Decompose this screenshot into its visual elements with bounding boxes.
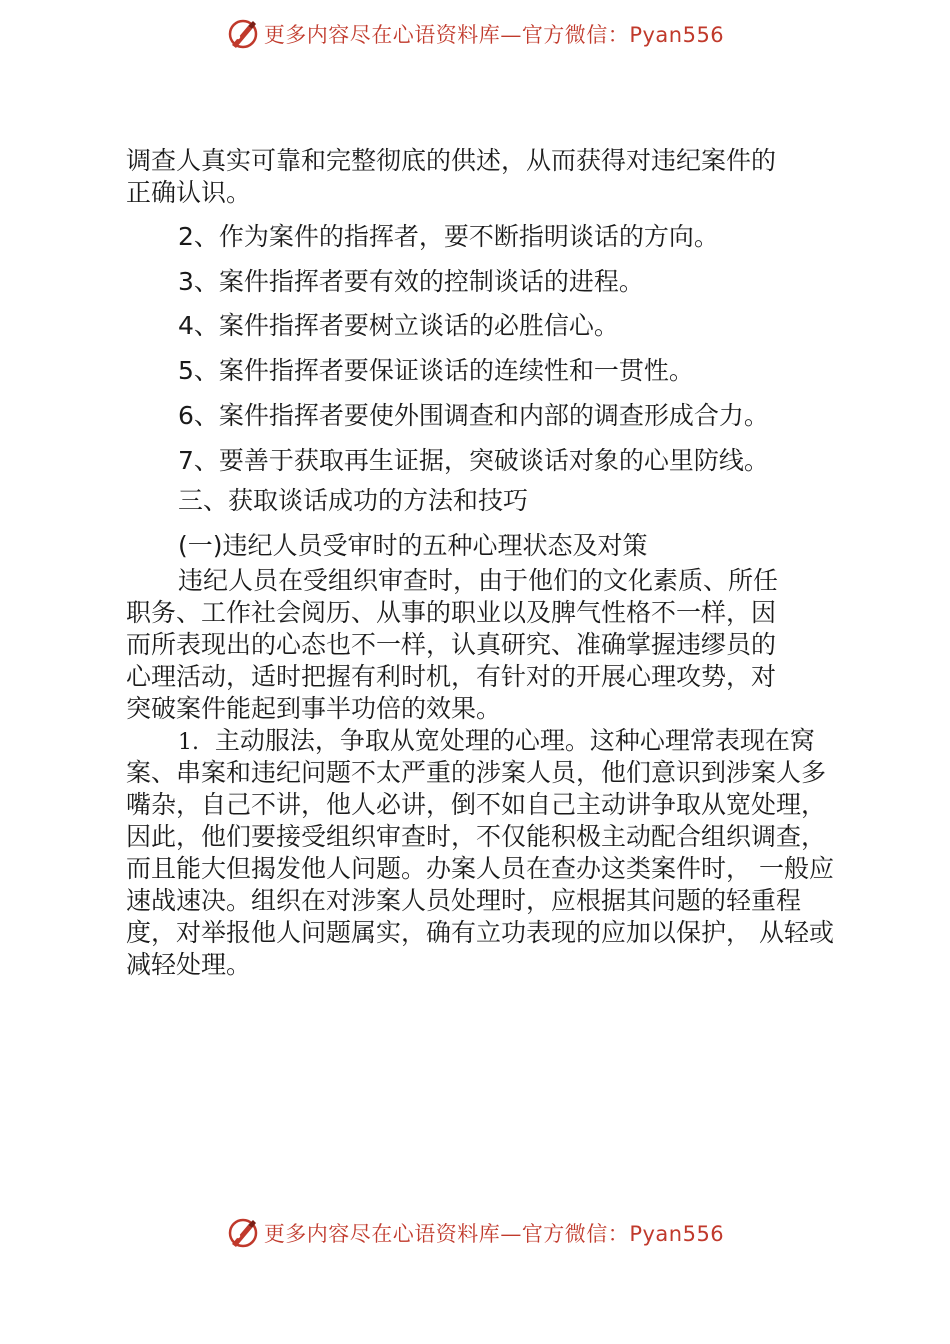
footer-banner-text [264, 1218, 724, 1248]
paragraph-line: 心理活动，适时把握有利时机，有针对的开展心理攻势，对 [126, 662, 777, 691]
list-item-2: 2、作为案件的指挥者，要不断指明谈话的方向。 [178, 222, 719, 251]
list-item-3: 3、案件指挥者要有效的控制谈话的进程。 [178, 267, 644, 296]
paragraph-line: 因此，他们要接受组织审查时，不仅能积极主动配合组织调查， [126, 822, 827, 851]
list-item-6: 6、案件指挥者要使外围调查和内部的调查形成合力。 [178, 401, 769, 430]
list-item-5: 5、案件指挥者要保证谈话的连续性和一贯性。 [178, 356, 694, 385]
banner-wechat-handle: Pyan556 [629, 1222, 725, 1246]
footer-banner [0, 1213, 950, 1253]
list-item-4: 4、案件指挥者要树立谈话的必胜信心。 [178, 311, 619, 340]
paragraph-line: 而所表现出的心态也不一样，认真研究、准确掌握违缪员的 [126, 630, 777, 659]
banner-wechat-label: 官方微信： [521, 1222, 630, 1246]
subsection-heading: (一)违纪人员受审时的五种心理状态及对策 [178, 531, 648, 560]
paragraph-line: 速战速决。组织在对涉案人员处理时，应根据其问题的轻重程 [126, 886, 802, 915]
pen-logo-icon [226, 17, 260, 51]
banner-separator: — [500, 23, 522, 47]
pen-logo-icon [226, 1216, 260, 1250]
item-number: 1. [178, 730, 199, 755]
header-banner-text [264, 19, 724, 49]
paragraph-line: 嘴杂，自己不讲，他人必讲，倒不如自己主动讲争取从宽处理， [126, 790, 827, 819]
list-item-7: 7、要善于获取再生证据，突破谈话对象的心里防线。 [178, 446, 769, 475]
paragraph-line [178, 725, 890, 759]
paragraph-line: 调查人真实可靠和完整彻底的供述，从而获得对违纪案件的 [126, 146, 777, 175]
banner-main-text: 更多内容尽在心语资料库 [263, 23, 501, 47]
paragraph-line: 度，对举报他人问题属实，确有立功表现的应加以保护， 从轻或 [126, 918, 834, 947]
paragraph-line: 突破案件能起到事半功倍的效果。 [126, 694, 502, 723]
header-banner [0, 14, 950, 54]
paragraph-line: 减轻处理。 [126, 950, 252, 979]
paragraph-line: 案、串案和违纪问题不太严重的涉案人员，他们意识到涉案人多 [126, 758, 827, 787]
banner-main-text: 更多内容尽在心语资料库 [263, 1222, 501, 1246]
paragraph-line: 正确认识。 [126, 178, 252, 207]
banner-separator: — [500, 1222, 522, 1246]
paragraph-line: 违纪人员在受组织审查时，由于他们的文化素质、所任 [178, 566, 779, 595]
paragraph-line: 职务、工作社会阅历、从事的职业以及脾气性格不一样，因 [126, 598, 777, 627]
banner-wechat-handle: Pyan556 [629, 23, 725, 47]
paragraph-line: 而且能大但揭发他人问题。办案人员在查办这类案件时， 一般应 [126, 854, 834, 883]
item-text: 主动服法，争取从宽处理的心理。这种心理常表现在窝 [214, 726, 815, 755]
section-heading: 三、获取谈话成功的方法和技巧 [178, 486, 529, 515]
banner-wechat-label: 官方微信： [521, 23, 630, 47]
